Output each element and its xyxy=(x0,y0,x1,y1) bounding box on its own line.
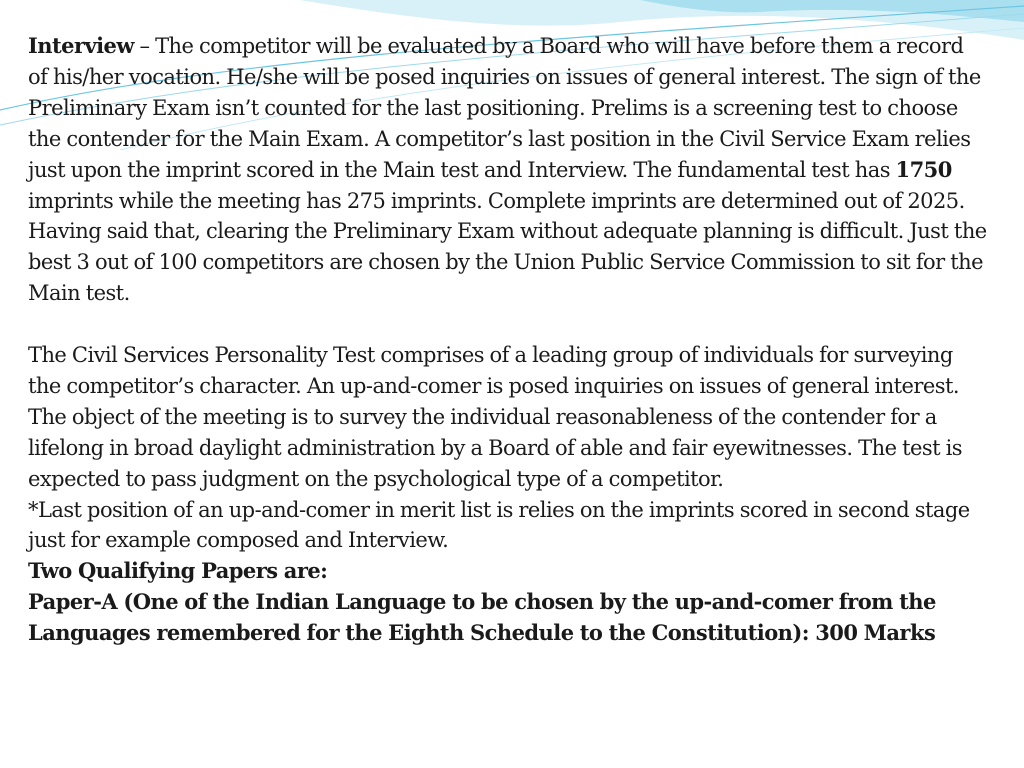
interview-text-part1: – The competitor will be evaluated by a Board who will have before them a record of his/her vocation. He/she will be posed inquiries on issues of general interest. The sign of the Preliminary Exam isn’t counted for the last positioning. Prelims is a screening test to choose the contender for the Main Exam. A competitor’s last position in the Civil Service Exam relies just upon the imprint scored in the Main test and Interview. The fundamental test has xyxy=(28,34,981,182)
slide-text-body xyxy=(28,31,988,649)
main-exam-marks: 1750 xyxy=(895,156,952,182)
paragraph-prelims-difficulty: Having said that, clearing the Preliminary Exam without adequate planning is difficult. Just the best 3 out of 100 competitors are chosen by the Union Public Service Commission to sit for the Main test. xyxy=(28,219,987,306)
interview-text-part2: imprints while the meeting has 275 imprints. Complete imprints are determined out of 2025. xyxy=(28,188,965,213)
paper-a-description xyxy=(28,587,988,649)
qualifying-papers-heading xyxy=(28,556,988,587)
paper-a-description-text: Paper-A (One of the Indian Language to be chosen by the up-and-comer from the Languages remembered for the Eighth Schedule to the Constitution): 300 Marks xyxy=(28,589,936,646)
interview-heading: Interview xyxy=(28,33,134,58)
paragraph-gap xyxy=(28,309,988,340)
paragraph-interview xyxy=(28,31,988,216)
paragraph-merit-list-note: *Last position of an up-and-comer in merit list is relies on the imprints scored in second stage just for example composed and Interview. xyxy=(28,497,970,553)
qualifying-papers-heading-text: Two Qualifying Papers are: xyxy=(28,558,328,584)
paragraph-personality-test: The Civil Services Personality Test comprises of a leading group of individuals for surveying the competitor’s character. An up-and-comer is posed inquiries on issues of general interest. The object of the meeting is to survey the individual reasonableness of the contender for a lifelong in broad daylight administration by a Board of able and fair eyewitnesses. The test is expected to pass judgment on the psychological type of a competitor. xyxy=(28,343,962,491)
